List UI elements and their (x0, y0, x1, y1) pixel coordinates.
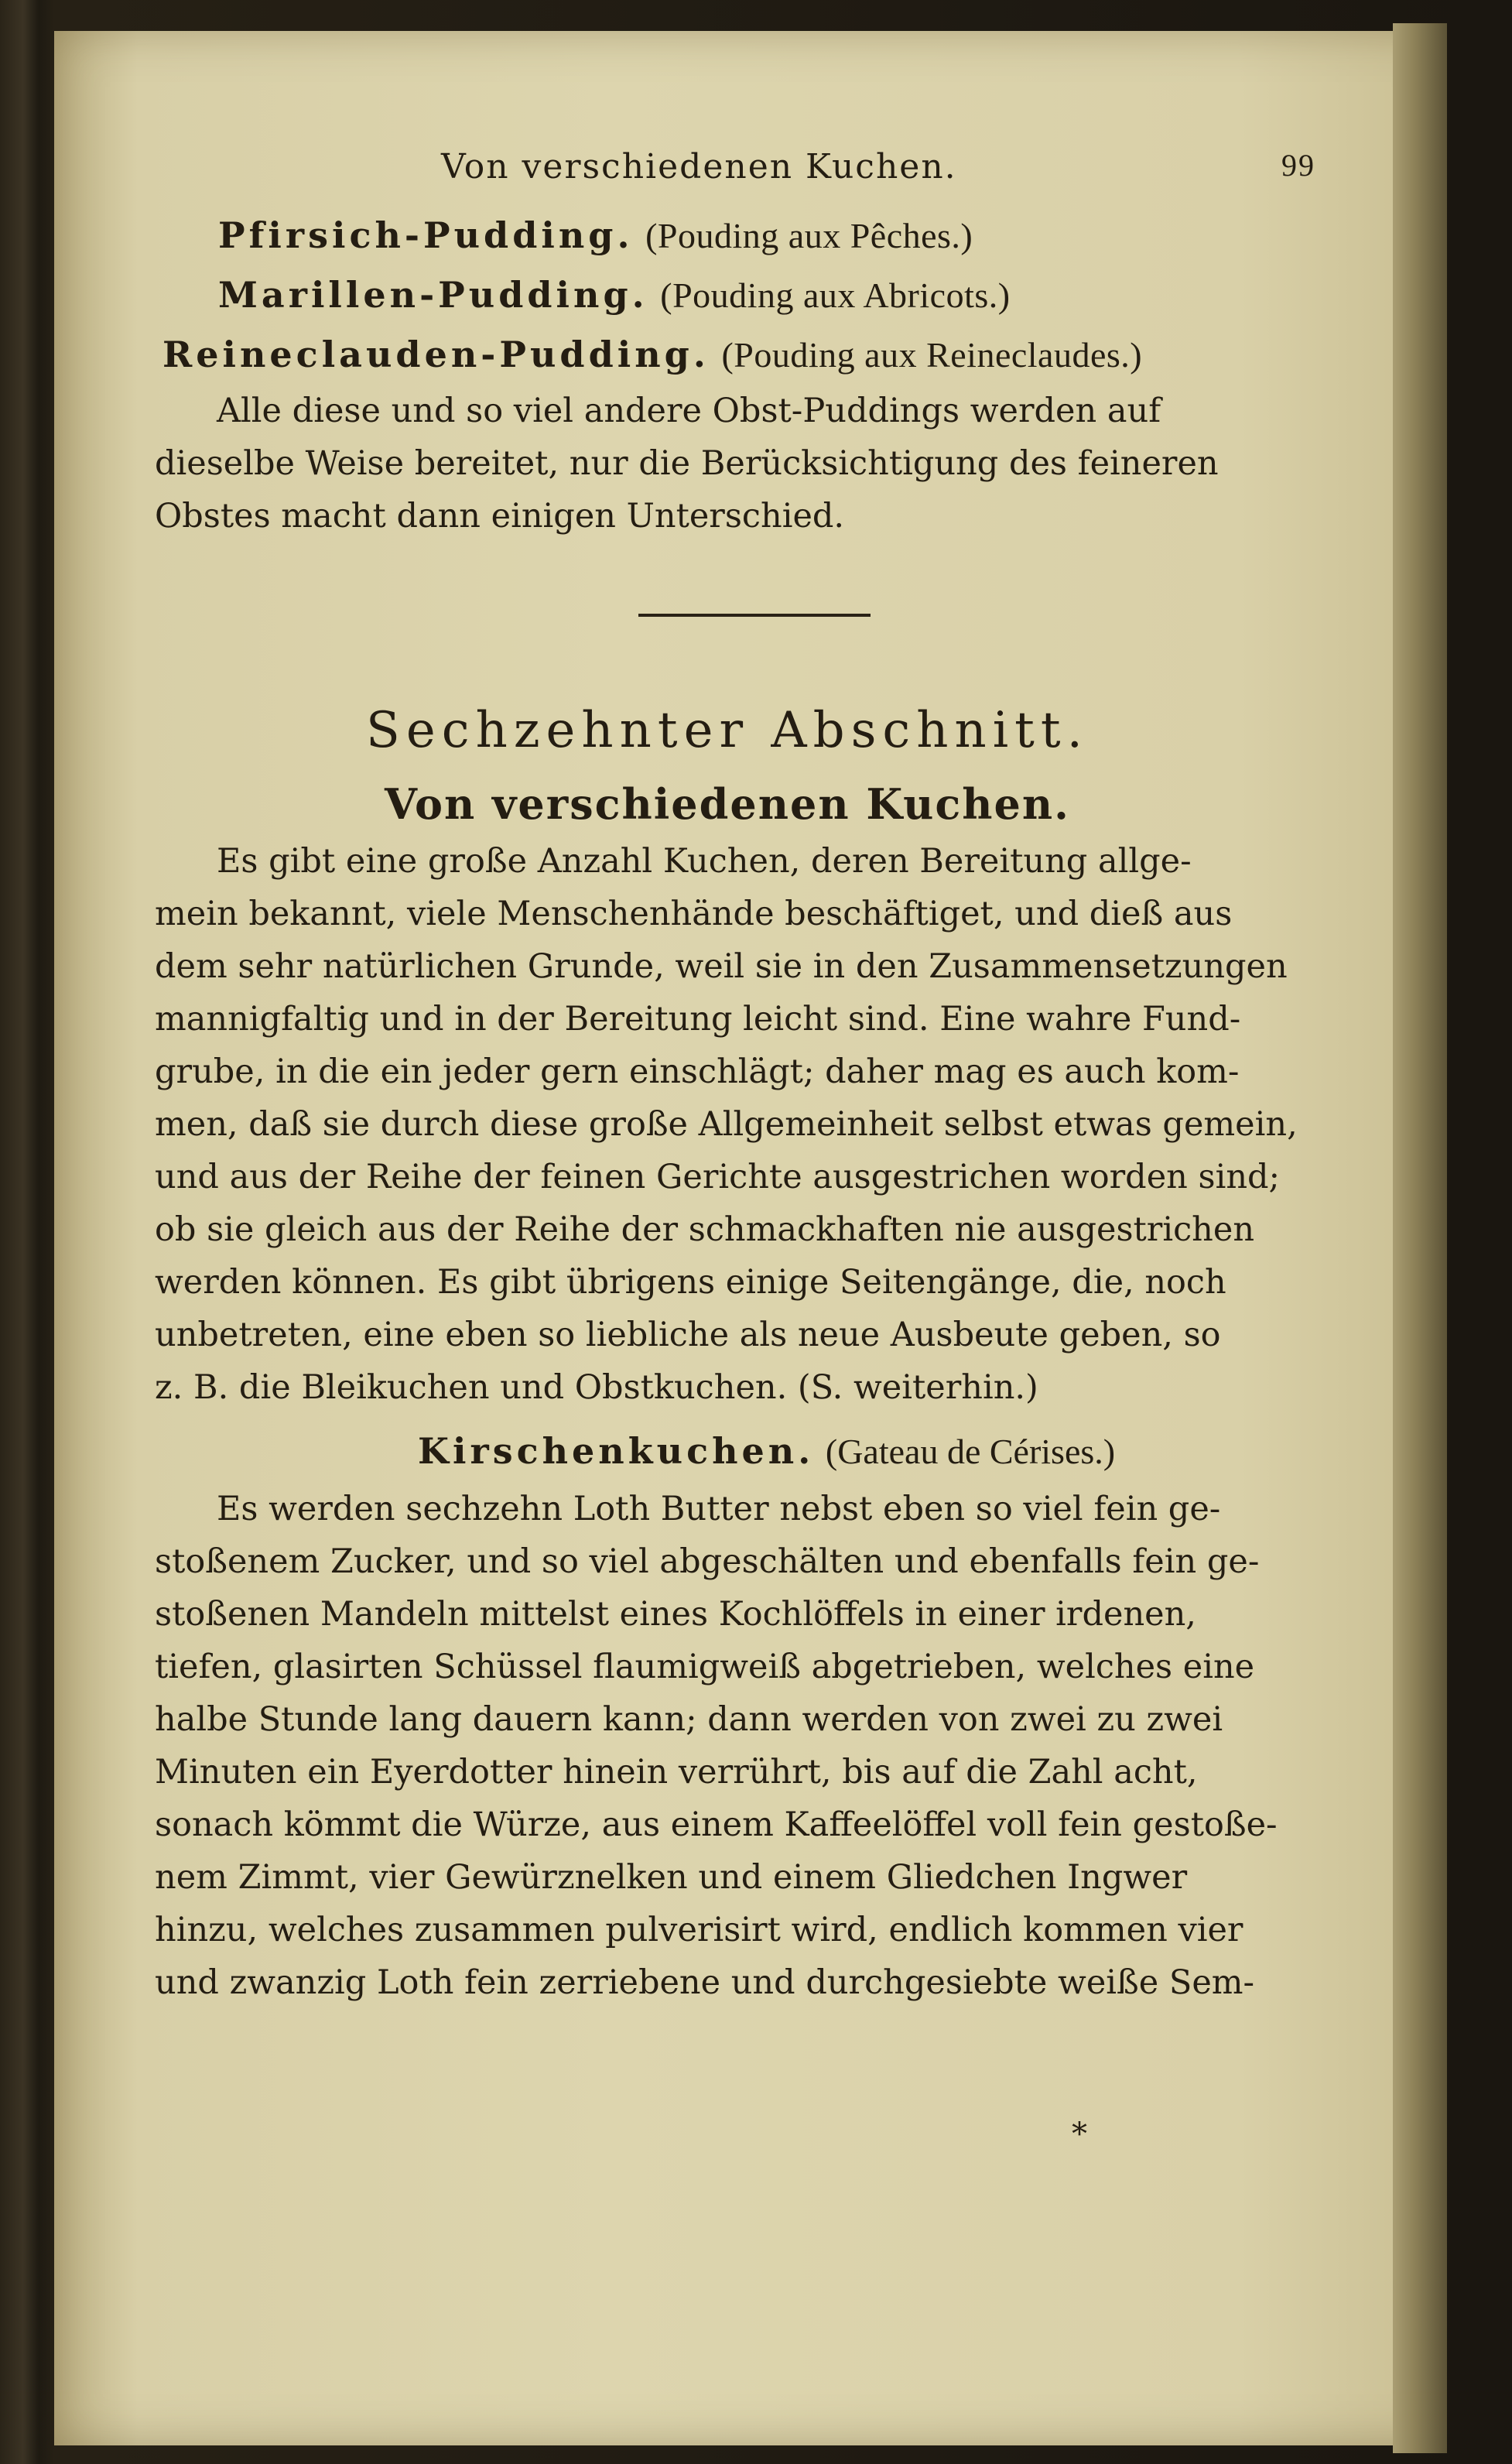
recipe-german-name: Reineclauden-Pudding. (162, 334, 710, 375)
recipe-french-name: (Pouding aux Reineclaudes.) (721, 335, 1143, 375)
section-divider (638, 614, 871, 617)
text-line: z. B. die Bleikuchen und Obstkuchen. (S. weiterhin.) (155, 1368, 1038, 1407)
paragraph-fruit-puddings (155, 385, 1300, 542)
recipe-german-name: Marillen-Pudding. (218, 274, 648, 316)
text-line: mein bekannt, viele Menschenhände beschäftiget, und dieß aus (155, 895, 1233, 933)
text-line: hinzu, welches zusammen pulverisirt wird, endlich kommen vier (155, 1911, 1243, 1949)
text-line: Obstes macht dann einigen Unterschied. (155, 497, 845, 536)
recipe-title-reineclaude (155, 325, 1300, 385)
signature-mark: * (1072, 2117, 1087, 2152)
recipe-title-apricot (155, 265, 1300, 325)
book-spine (1393, 23, 1447, 2453)
recipe-german-name: Pfirsich-Pudding. (218, 214, 634, 256)
page-number: 99 (1281, 148, 1315, 183)
text-line: tiefen, glasirten Schüssel flaumigweiß abgetrieben, welches eine (155, 1648, 1255, 1686)
recipe-title-cherry-cake (155, 1420, 1300, 1483)
text-line: stoßenem Zucker, und so viel abgeschälten und ebenfalls fein ge- (155, 1542, 1260, 1581)
running-head-title: Von verschiedenen Kuchen. (441, 147, 957, 187)
text-line: Alle diese und so viel andere Obst-Puddings werden auf (217, 392, 1161, 430)
page-text (155, 147, 1315, 2009)
text-line: halbe Stunde lang dauern kann; dann werden von zwei zu zwei (155, 1700, 1223, 1739)
text-line: nem Zimmt, vier Gewürznelken und einem Gliedchen Ingwer (155, 1858, 1188, 1897)
text-line: stoßenen Mandeln mittelst eines Kochlöffels in einer irdenen, (155, 1595, 1196, 1634)
text-line: grube, in die ein jeder gern einschlägt; daher mag es auch kom- (155, 1052, 1240, 1091)
text-line: men, daß sie durch diese große Allgemeinheit selbst etwas gemein, (155, 1105, 1298, 1144)
text-line: Es gibt eine große Anzahl Kuchen, deren Bereitung allge- (217, 842, 1192, 881)
text-line: dem sehr natürlichen Grunde, weil sie in den Zusammensetzungen (155, 947, 1288, 986)
running-head (155, 147, 1315, 206)
recipe-french-name: (Gateau de Cérises.) (825, 1432, 1116, 1471)
text-line: mannigfaltig und in der Bereitung leicht sind. Eine wahre Fund- (155, 1000, 1241, 1039)
text-line: und aus der Reihe der feinen Gerichte ausgestrichen worden sind; (155, 1158, 1281, 1196)
text-line: sonach kömmt die Würze, aus einem Kaffeelöffel voll fein gestoße- (155, 1805, 1278, 1844)
recipe-french-name: (Pouding aux Abricots.) (660, 275, 1011, 315)
recipe-german-name: Kirschenkuchen. (418, 1430, 815, 1472)
text-line: Es werden sechzehn Loth Butter nebst eben so viel fein ge- (217, 1490, 1221, 1528)
text-line: dieselbe Weise bereitet, nur die Berücksichtigung des feineren (155, 444, 1219, 483)
recipe-title-peach (155, 206, 1300, 265)
paragraph-cherry-cake (155, 1483, 1300, 2009)
text-line: ob sie gleich aus der Reihe der schmackhaften nie ausgestrichen (155, 1210, 1255, 1249)
recipe-french-name: (Pouding aux Pêches.) (645, 216, 973, 255)
section-subtitle: Von verschiedenen Kuchen. (385, 779, 1070, 829)
text-line: Minuten ein Eyerdotter hinein verrührt, bis auf die Zahl acht, (155, 1753, 1198, 1792)
text-line: unbetreten, eine eben so liebliche als neue Ausbeute geben, so (155, 1316, 1221, 1354)
text-line: und zwanzig Loth fein zerriebene und durchgesiebte weiße Sem- (155, 1963, 1255, 2002)
text-line: werden können. Es gibt übrigens einige Seitengänge, die, noch (155, 1263, 1226, 1302)
paragraph-intro (155, 835, 1300, 1414)
section-title: Sechzehnter Abschnitt. (366, 702, 1089, 759)
